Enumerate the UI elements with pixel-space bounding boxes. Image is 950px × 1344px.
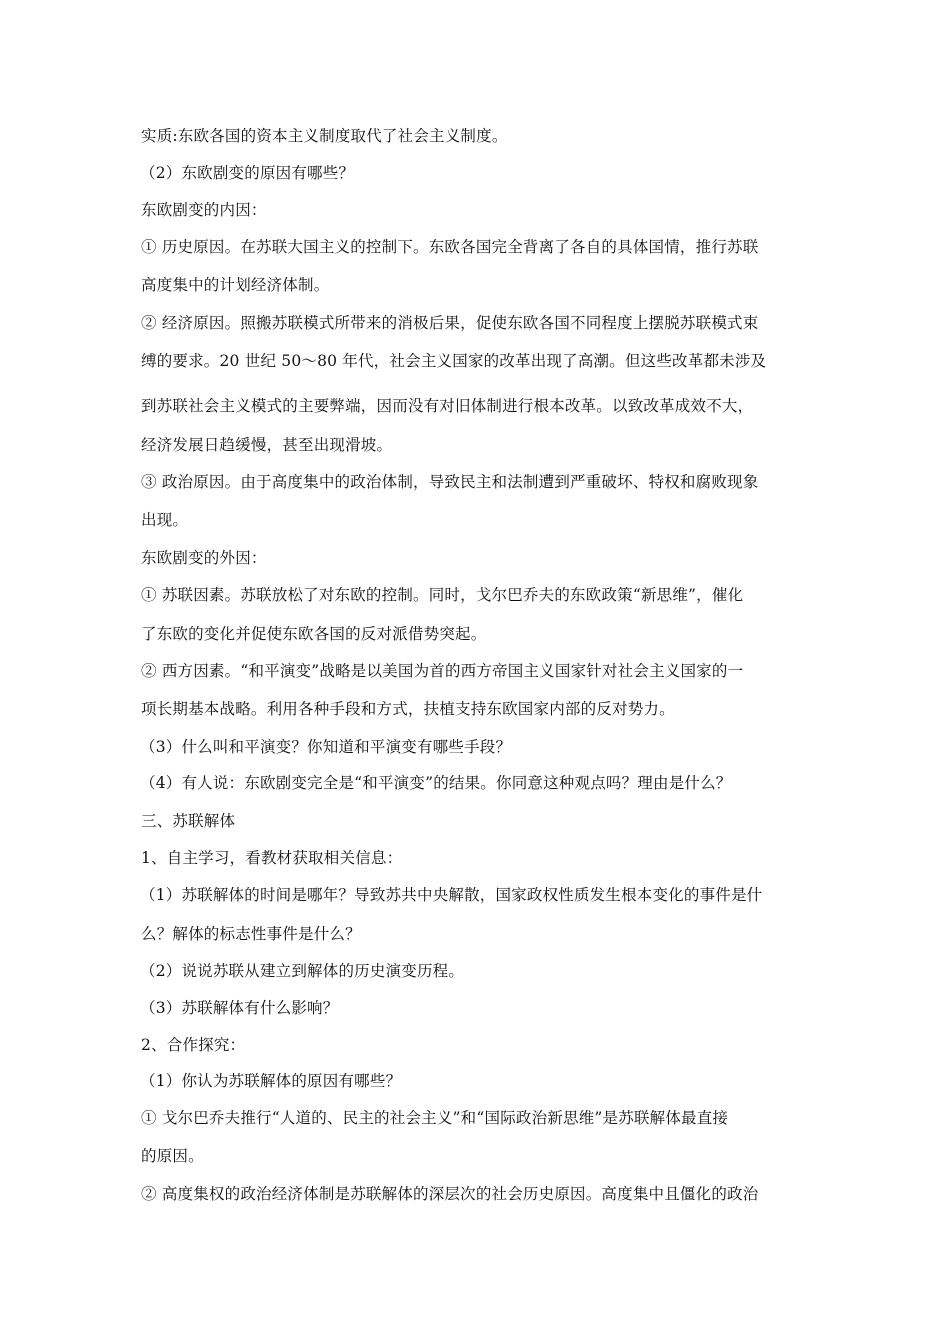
heading-internal-causes: 东欧剧变的内因：	[141, 201, 267, 219]
text-line-economic-cause-cont-3: 经济发展日趋缓慢，甚至出现滑坡。	[141, 436, 393, 454]
text-line-deep-cause: ② 高度集权的政治经济体制是苏联解体的深层次的社会历史原因。高度集中且僵化的政治	[141, 1185, 759, 1203]
text-line-economic-cause-cont-2: 到苏联社会主义模式的主要弊端，因而没有对旧体制进行根本改革。以致改革成效不大，	[141, 397, 754, 415]
question-dissolution-impact: （3）苏联解体有什么影响？	[140, 999, 339, 1017]
text-line-political-cause: ③ 政治原因。由于高度集中的政治体制，导致民主和法制遭到严重破坏、特权和腐败现象	[141, 473, 759, 491]
text-line-political-cause-cont: 出现。	[141, 511, 189, 529]
heading-external-causes: 东欧剧变的外因：	[141, 549, 267, 567]
question-opinion: （4）有人说：东欧剧变完全是“和平演变”的结果。你同意这种观点吗？理由是什么？	[140, 774, 732, 792]
text-line-soviet-factor-cont: 了东欧的变化并促使东欧各国的反对派借势突起。	[141, 625, 487, 643]
text-line-historical-cause: ① 历史原因。在苏联大国主义的控制下。东欧各国完全背离了各自的具体国情，推行苏联	[141, 238, 759, 256]
question-peaceful-evolution: （3）什么叫和平演变？你知道和平演变有哪些手段？	[140, 738, 512, 756]
subheading-cooperative-inquiry: 2、合作探究：	[141, 1036, 246, 1054]
text-line-western-factor-cont: 项长期基本战略。利用各种手段和方式，扶植支持东欧国家内部的反对势力。	[141, 700, 675, 718]
question-dissolution-causes: （1）你认为苏联解体的原因有哪些？	[140, 1072, 402, 1090]
question-historical-evolution: （2）说说苏联从建立到解体的历史演变历程。	[140, 962, 465, 980]
text-line-soviet-factor: ① 苏联因素。苏联放松了对东欧的控制。同时，戈尔巴乔夫的东欧政策“新思维”，催化	[141, 586, 744, 604]
subheading-self-study: 1、自主学习，看教材获取相关信息：	[141, 849, 403, 867]
section-heading-soviet-dissolution: 三、苏联解体	[141, 812, 236, 830]
text-line-historical-cause-cont: 高度集中的计划经济体制。	[141, 276, 330, 294]
question-east-europe-causes: （2）东欧剧变的原因有哪些？	[140, 164, 355, 182]
question-dissolution-time-cont: 么？解体的标志性事件是什么？	[141, 925, 361, 943]
question-dissolution-time: （1）苏联解体的时间是哪年？导致苏共中央解散，国家政权性质发生根本变化的事件是什	[140, 886, 763, 904]
text-line-essence: 实质:东欧各国的资本主义制度取代了社会主义制度。	[141, 127, 508, 145]
text-line-economic-cause-cont-1: 缚的要求。20 世纪 50～80 年代，社会主义国家的改革出现了高潮。但这些改革都未涉及	[141, 352, 767, 370]
text-line-economic-cause: ② 经济原因。照搬苏联模式所带来的消极后果，促使东欧各国不同程度上摆脱苏联模式束	[141, 314, 759, 332]
text-line-western-factor: ② 西方因素。“和平演变”战略是以美国为首的西方帝国主义国家针对社会主义国家的一	[141, 662, 744, 680]
text-line-direct-cause-cont: 的原因。	[141, 1147, 204, 1165]
text-line-direct-cause: ① 戈尔巴乔夫推行“人道的、民主的社会主义”和“国际政治新思维”是苏联解体最直接	[141, 1109, 729, 1127]
